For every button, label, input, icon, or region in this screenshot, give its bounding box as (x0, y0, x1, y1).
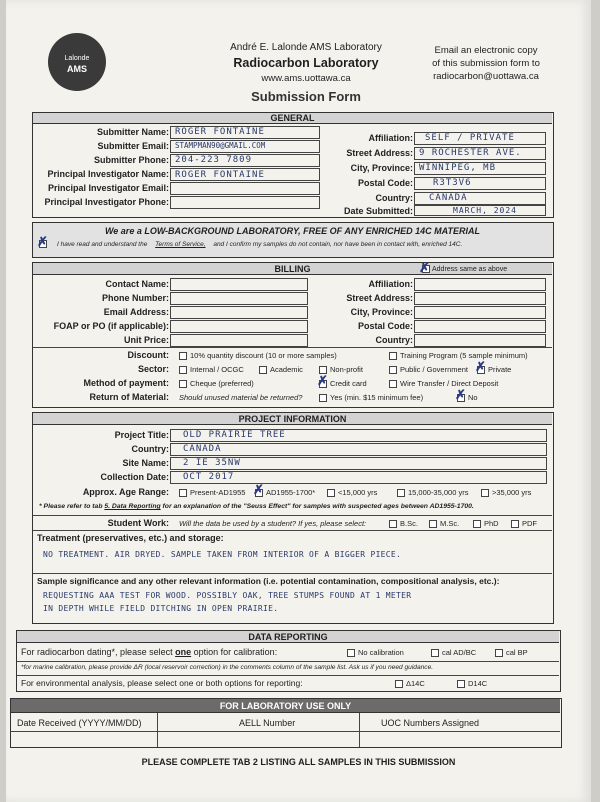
sector-public-text: Public / Government (400, 365, 468, 374)
data-reporting-divider-1 (17, 661, 559, 662)
foap-label: FOAP or PO (if applicable): (53, 321, 169, 331)
street-address-label: Street Address: (346, 148, 413, 158)
environmental-question: For environmental analysis, please select one or both options for reporting: (21, 678, 303, 688)
project-title-bar: PROJECT INFORMATION (33, 413, 552, 425)
billing-affiliation-label: Affiliation: (368, 279, 413, 289)
cal-none-checkbox[interactable] (347, 649, 355, 657)
terms-text (57, 241, 462, 248)
env-delta14c-checkbox[interactable] (395, 680, 403, 688)
student-pdf-text: PDF (522, 519, 537, 528)
student-work-label: Student Work: (107, 518, 169, 528)
billing-postal-label: Postal Code: (357, 321, 413, 331)
email-instructions (411, 44, 561, 83)
form-header (6, 0, 591, 110)
treatment-value[interactable]: NO TREATMENT. AIR DRYED. SAMPLE TAKEN FROM INTERIOR OF A BIGGER PIECE. (43, 550, 402, 559)
payment-credit-check-mark-icon: ✗ (317, 373, 328, 388)
cal-none-text: No calibration (358, 648, 404, 657)
cal-bp-text: cal BP (506, 648, 528, 657)
age-option-15-35k[interactable] (397, 488, 468, 497)
age-15k-text: <15,000 yrs (338, 488, 378, 497)
uoc-numbers-header: UOC Numbers Assigned (381, 718, 480, 728)
lab-use-section (10, 698, 562, 748)
payment-cheque-checkbox[interactable] (179, 380, 187, 388)
date-submitted-value: MARCH, 2024 (453, 206, 517, 215)
billing-postal-field[interactable] (414, 320, 546, 333)
env-option-d14c[interactable] (457, 679, 487, 688)
footer-instruction: PLEASE COMPLETE TAB 2 LISTING ALL SAMPLES IN THIS SUBMISSION (141, 757, 456, 767)
general-section (32, 112, 554, 218)
city-province-label: City, Province: (350, 163, 413, 173)
return-yes-text: Yes (min. $15 minimum fee) (330, 393, 424, 402)
return-option-yes[interactable] (319, 393, 423, 402)
radiocarbon-q-pre: For radiocarbon dating*, please select (21, 647, 173, 657)
project-country-value: CANADA (183, 444, 222, 454)
phone-number-label: Phone Number: (101, 293, 169, 303)
cal-bp-checkbox[interactable] (495, 649, 503, 657)
email-line-1: Email an electronic copy (434, 45, 538, 56)
student-option-bsc[interactable] (389, 519, 418, 528)
billing-title: BILLING (33, 263, 552, 275)
student-phd-text: PhD (484, 519, 499, 528)
seuss-note-star: * Please refer to tab (39, 503, 103, 510)
low-background-headline: We are a LOW-BACKGROUND LABORATORY, FREE OF ANY ENRICHED 14C MATERIAL (104, 226, 481, 236)
payment-cheque-text: Cheque (preferred) (190, 379, 254, 388)
age-present-text: Present-AD1955 (190, 488, 246, 497)
submitter-name-label: Submitter Name: (96, 127, 169, 137)
billing-city-field[interactable] (414, 306, 546, 319)
project-divider-1 (33, 515, 552, 516)
terms-text-before: I have read and understand the (57, 241, 148, 248)
date-received-header: Date Received (YYYY/MM/DD) (17, 718, 142, 728)
billing-contact-field[interactable] (170, 278, 308, 291)
age-option-present[interactable] (179, 488, 245, 497)
age-15-35k-text: 15,000-35,000 yrs (408, 488, 469, 497)
radiocarbon-question (21, 647, 277, 657)
cal-option-adbc[interactable] (431, 648, 476, 657)
sector-option-internal[interactable] (179, 365, 244, 374)
student-bsc-text: B.Sc. (400, 519, 418, 528)
pi-name-value: ROGER FONTAINE (175, 170, 265, 180)
student-option-pdf[interactable] (511, 519, 537, 528)
significance-line-1[interactable]: REQUESTING AAA TEST FOR WOOD. POSSIBLY OAK, TREE STUMPS FOUND AT 1 METER (43, 591, 412, 600)
data-reporting-link[interactable]: 5. Data Reporting (104, 503, 161, 510)
student-phd-checkbox[interactable] (473, 520, 481, 528)
age-option-ad1955[interactable] (255, 488, 315, 497)
data-reporting-divider-2 (17, 675, 559, 676)
sector-private-check-mark-icon: ✗ (475, 359, 486, 374)
sector-label: Sector: (137, 364, 169, 374)
age-ad1955-text: AD1955-1700* (266, 488, 316, 497)
billing-foap-field[interactable] (170, 320, 308, 333)
sector-internal-text: Internal / OCGC (190, 365, 244, 374)
collection-date-value: OCT 2017 (183, 472, 235, 482)
pi-phone-label: Principal Investigator Phone: (44, 197, 169, 207)
pi-email-field[interactable] (170, 182, 320, 195)
billing-city-label: City, Province: (350, 307, 413, 317)
student-msc-text: M.Sc. (440, 519, 460, 528)
sector-academic-checkbox[interactable] (259, 366, 267, 374)
cal-adbc-text: cal AD/BC (442, 648, 477, 657)
discount-quantity-checkbox[interactable] (179, 352, 187, 360)
logo-text-bottom: AMS (67, 64, 87, 74)
lalonde-logo (48, 33, 106, 91)
cal-option-bp[interactable] (495, 648, 528, 657)
affiliation-label: Affiliation: (368, 133, 413, 143)
site-name-label: Site Name: (122, 458, 169, 468)
billing-country-field[interactable] (414, 334, 546, 347)
unit-price-label: Unit Price: (123, 335, 169, 345)
discount-option-training[interactable] (389, 351, 528, 360)
aell-number-header: AELL Number (239, 718, 296, 728)
lab-title-block (196, 42, 416, 104)
billing-divider (33, 347, 552, 348)
submitter-phone-value: 204-223 7809 (175, 155, 253, 165)
marine-note: *for marine calibration, please provide ΔR (local reservoir correction) in the comments column of the sample list. Ask us if you need guidance. (21, 664, 434, 671)
cal-option-none[interactable] (347, 648, 404, 657)
terms-of-service-link[interactable]: Terms of Service, (155, 241, 206, 248)
department-name: Radiocarbon Laboratory (233, 56, 379, 70)
billing-email-field[interactable] (170, 306, 308, 319)
billing-unit-price-field[interactable] (170, 334, 308, 347)
email-address-label: Email Address: (103, 307, 169, 317)
billing-phone-field[interactable] (170, 292, 308, 305)
payment-method-label: Method of payment: (83, 378, 169, 388)
student-pdf-checkbox[interactable] (511, 520, 519, 528)
env-option-delta14c[interactable] (395, 679, 425, 688)
city-province-value: WINNIPEG, MB (419, 163, 497, 173)
student-bsc-checkbox[interactable] (389, 520, 397, 528)
billing-street-label: Street Address: (346, 293, 413, 303)
country-label: Country: (375, 193, 413, 203)
project-country-label: Country: (131, 444, 169, 454)
general-title: GENERAL (33, 113, 552, 124)
age-15-35k-checkbox[interactable] (397, 489, 405, 497)
env-d14c-checkbox[interactable] (457, 680, 465, 688)
sector-option-academic[interactable] (259, 365, 303, 374)
billing-affiliation-field[interactable] (414, 278, 546, 291)
project-divider-2 (33, 530, 552, 531)
low-background-section (32, 222, 554, 258)
same-address-label: Address same as above (432, 266, 508, 273)
age-15k-checkbox[interactable] (327, 489, 335, 497)
submitter-email-value: STAMPMAN90@GMAIL.COM (175, 141, 266, 150)
street-address-value: 9 ROCHESTER AVE. (419, 148, 522, 158)
logo-text-top: Lalonde (64, 55, 90, 62)
project-title-value: OLD PRAIRIE TREE (183, 430, 286, 440)
country-value: CANADA (429, 193, 468, 203)
sector-private-text: Private (488, 365, 512, 374)
sector-public-checkbox[interactable] (389, 366, 397, 374)
terms-text-after: and I confirm my samples do not contain, nor have been in contact with, enriched 14C. (213, 241, 463, 248)
student-option-msc[interactable] (429, 519, 459, 528)
age-present-checkbox[interactable] (179, 489, 187, 497)
uoc-numbers-field[interactable] (360, 732, 559, 746)
discount-quantity-text: 10% quantity discount (10 or more samples) (190, 351, 337, 360)
student-work-question: Will the data be used by a student? If yes, please select: (179, 519, 367, 528)
payment-wire-checkbox[interactable] (389, 380, 397, 388)
sector-academic-text: Academic (270, 365, 303, 374)
env-d14c-text: D14C (468, 679, 488, 688)
sector-nonprofit-text: Non-profit (330, 365, 363, 374)
postal-code-value: R3T3V6 (433, 178, 472, 188)
form-title: Submission Form (251, 89, 361, 104)
significance-label: Sample significance and any other relevant information (i.e. potential contamination, compositional analysis, etc.): (37, 576, 500, 586)
age-35k-text: >35,000 yrs (492, 488, 532, 497)
payment-option-cheque[interactable] (179, 379, 254, 388)
lab-use-title: FOR LABORATORY USE ONLY (11, 699, 560, 713)
age-option-35k[interactable] (481, 488, 531, 497)
age-ad1955-check-mark-icon: ✗ (253, 482, 264, 497)
seuss-note-rest: for an explanation of the "Seuss Effect" for samples with suspected ages between AD1955-1700. (162, 503, 474, 510)
contact-name-label: Contact Name: (105, 279, 169, 289)
age-35k-checkbox[interactable] (481, 489, 489, 497)
same-address-check-mark-icon: ✗ (419, 260, 430, 275)
billing-country-label: Country: (375, 335, 413, 345)
pi-email-label: Principal Investigator Email: (47, 183, 169, 193)
aell-number-field[interactable] (158, 732, 359, 746)
sector-option-public[interactable] (389, 365, 468, 374)
project-section (32, 412, 554, 624)
lab-name: André E. Lalonde AMS Laboratory (230, 42, 382, 53)
project-title-label: Project Title: (114, 430, 169, 440)
cal-adbc-checkbox[interactable] (431, 649, 439, 657)
return-no-text: No (468, 393, 478, 402)
submitter-name-value: ROGER FONTAINE (175, 127, 265, 137)
date-received-field[interactable] (11, 732, 157, 746)
discount-training-checkbox[interactable] (389, 352, 397, 360)
lab-url[interactable]: www.ams.uottawa.ca (261, 73, 351, 84)
payment-credit-text: Credit card (330, 379, 367, 388)
billing-street-field[interactable] (414, 292, 546, 305)
project-divider-3 (33, 573, 552, 574)
terms-check-mark-icon: ✗ (37, 234, 48, 249)
return-material-label: Return of Material: (89, 392, 169, 402)
seuss-note (39, 503, 474, 510)
treatment-label: Treatment (preservatives, etc.) and storage: (37, 533, 224, 543)
env-delta14c-text: Δ14C (406, 679, 425, 688)
project-country-field[interactable] (170, 443, 547, 456)
form-page (6, 0, 591, 802)
age-range-label: Approx. Age Range: (82, 487, 169, 497)
submitter-email-label: Submitter Email: (97, 141, 169, 151)
discount-training-text: Training Program (5 sample minimum) (400, 351, 528, 360)
pi-phone-field[interactable] (170, 196, 320, 209)
return-question: Should unused material be returned? (179, 393, 303, 402)
sector-internal-checkbox[interactable] (179, 366, 187, 374)
date-submitted-label: Date Submitted: (343, 206, 413, 216)
affiliation-value: SELF / PRIVATE (425, 133, 515, 143)
return-no-check-mark-icon: ✗ (455, 387, 466, 402)
data-reporting-section (16, 630, 561, 692)
return-yes-checkbox[interactable] (319, 394, 327, 402)
payment-wire-text: Wire Transfer / Direct Deposit (400, 379, 499, 388)
payment-option-wire[interactable] (389, 379, 498, 388)
submitter-phone-label: Submitter Phone: (93, 155, 169, 165)
discount-label: Discount: (127, 350, 169, 360)
email-address[interactable]: radiocarbon@uottawa.ca (433, 71, 539, 82)
data-reporting-title: DATA REPORTING (17, 631, 559, 643)
email-line-2: of this submission form to (432, 58, 540, 69)
radiocarbon-q-one: one (175, 647, 192, 657)
student-msc-checkbox[interactable] (429, 520, 437, 528)
significance-line-2[interactable]: IN DEPTH WHILE FIELD DITCHING IN OPEN PRAIRIE. (43, 604, 279, 613)
collection-date-label: Collection Date: (100, 472, 169, 482)
student-option-phd[interactable] (473, 519, 499, 528)
discount-option-quantity[interactable] (179, 351, 337, 360)
radiocarbon-q-post: option for calibration: (193, 647, 278, 657)
postal-code-label: Postal Code: (357, 178, 413, 188)
billing-section (32, 262, 554, 408)
site-name-value: 2 IE 35NW (183, 458, 241, 468)
pi-name-label: Principal Investigator Name: (47, 169, 169, 179)
age-option-15k[interactable] (327, 488, 377, 497)
